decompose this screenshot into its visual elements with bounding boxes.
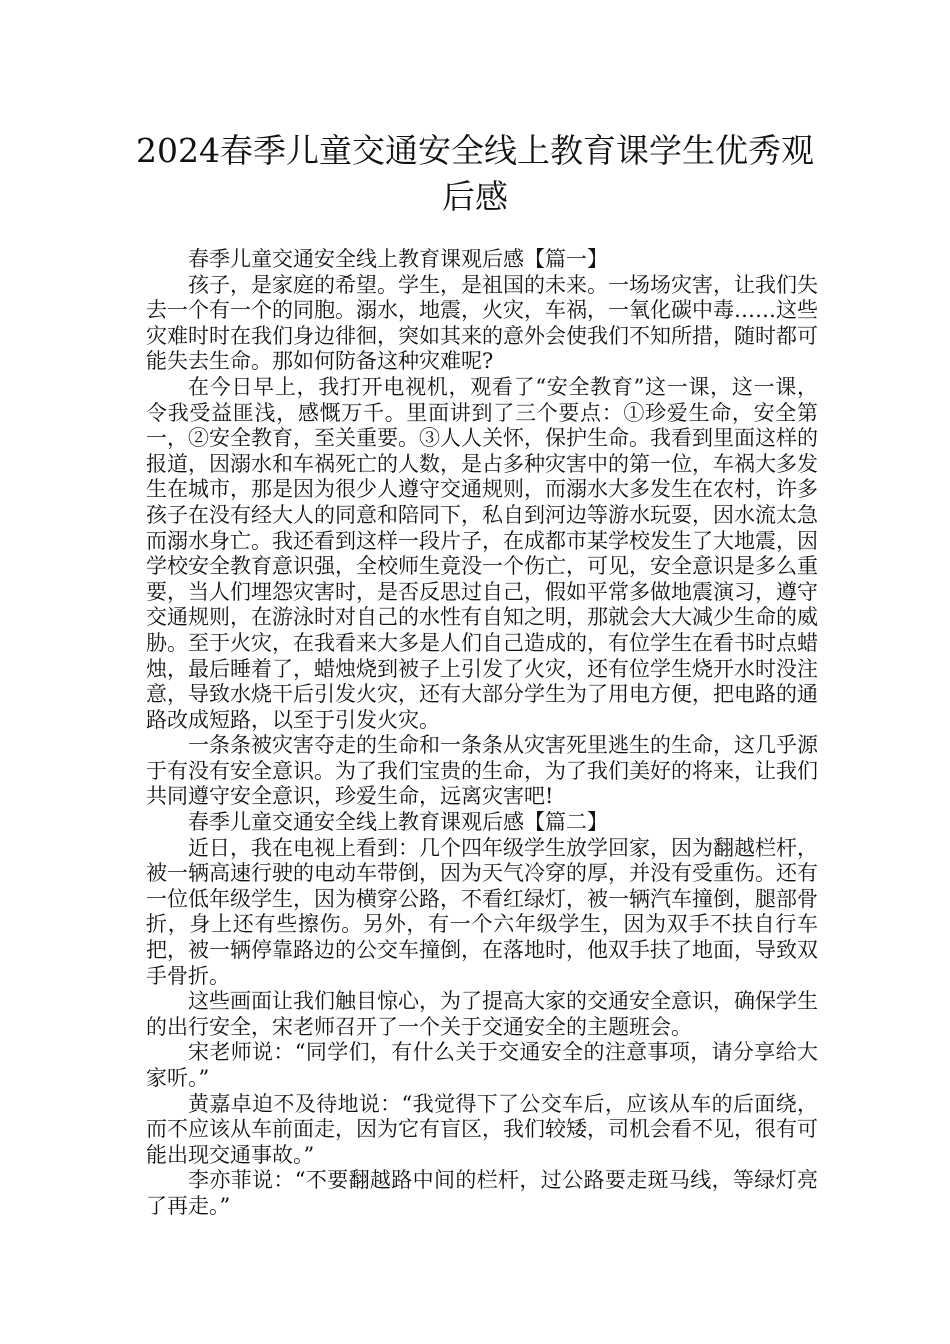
- paragraph: 李亦菲说：“不要翻越路中间的栏杆，过公路要走斑马线，等绿灯亮了再走。”: [146, 1168, 818, 1218]
- document-body: [146, 247, 818, 1220]
- paragraph: 在今日早上，我打开电视机，观看了“安全教育”这一课，这一课，令我受益匪浅，感慨万千。里面讲到了三个要点：①珍爱生命，安全第一，②安全教育，至关重要。③人人关怀，保护生命。我看到里面这样的报道，因溺水和车祸死亡的人数，是占多种灾害中的第一位，车祸大多发生在城市，那是因为很少人遵守交通规则，而溺水大多发生在农村，许多孩子在没有经大人的同意和陪同下，私自到河边等游水玩耍，因水流太急而溺水身亡。我还看到这样一段片子，在成都市某学校发生了大地震，因学校安全教育意识强，全校师生竟没一个伤亡，可见，安全意识是多么重要，当人们埋怨灾害时，是否反思过自己，假如平常多做地震演习，遵守交通规则，在游泳时对自己的水性有自知之明，那就会大大减少生命的威胁。至于火灾，在我看来大多是人们自己造成的，有位学生在看书时点蜡烛，最后睡着了，蜡烛烧到被子上引发了火灾，还有位学生烧开水时没注意，导致水烧干后引发火灾，还有大部分学生为了用电方便，把电路的通路改成短路，以至于引发火灾。: [146, 374, 818, 732]
- paragraph: 一条条被灾害夺走的生命和一条条从灾害死里逃生的生命，这几乎源于有没有安全意识。为了我们宝贵的生命，为了我们美好的将来，让我们共同遵守安全意识，珍爱生命，远离灾害吧!: [146, 733, 818, 809]
- document-title: 2024春季儿童交通安全线上教育课学生优秀观后感: [136, 131, 814, 216]
- paragraph: 孩子，是家庭的希望。学生，是祖国的未来。一场场灾害，让我们失去一个有一个的同胞。溺水，地震，火灾，车祸，一氧化碳中毒……这些灾难时时在我们身边徘徊，突如其来的意外会使我们不知所措，随时都可能失去生命。那如何防备这种灾难呢?: [146, 272, 818, 374]
- paragraph: 黄嘉卓迫不及待地说：“我觉得下了公交车后，应该从车的后面绕，而不应该从车前面走，因为它有盲区，我们较矮，司机会看不见，很有可能出现交通事故。”: [146, 1091, 818, 1167]
- section-heading-2: 春季儿童交通安全线上教育课观后感【篇二】: [188, 810, 608, 835]
- paragraph: 宋老师说：“同学们，有什么关于交通安全的注意事项，请分享给大家听。”: [146, 1040, 818, 1090]
- section-heading-1: 春季儿童交通安全线上教育课观后感【篇一】: [188, 247, 608, 271]
- paragraph: 近日，我在电视上看到：几个四年级学生放学回家，因为翻越栏杆，被一辆高速行驶的电动车带倒，因为天气冷穿的厚，并没有受重伤。还有一位低年级学生，因为横穿公路，不看红绿灯，被一辆汽车撞倒，腿部骨折，身上还有些擦伤。另外，有一个六年级学生，因为双手不扶自行车把，被一辆停靠路边的公交车撞倒，在落地时，他双手扶了地面，导致双手骨折。: [146, 835, 818, 988]
- paragraph: 这些画面让我们触目惊心，为了提高大家的交通安全意识，确保学生的出行安全，宋老师召开了一个关于交通安全的主题班会。: [146, 989, 818, 1039]
